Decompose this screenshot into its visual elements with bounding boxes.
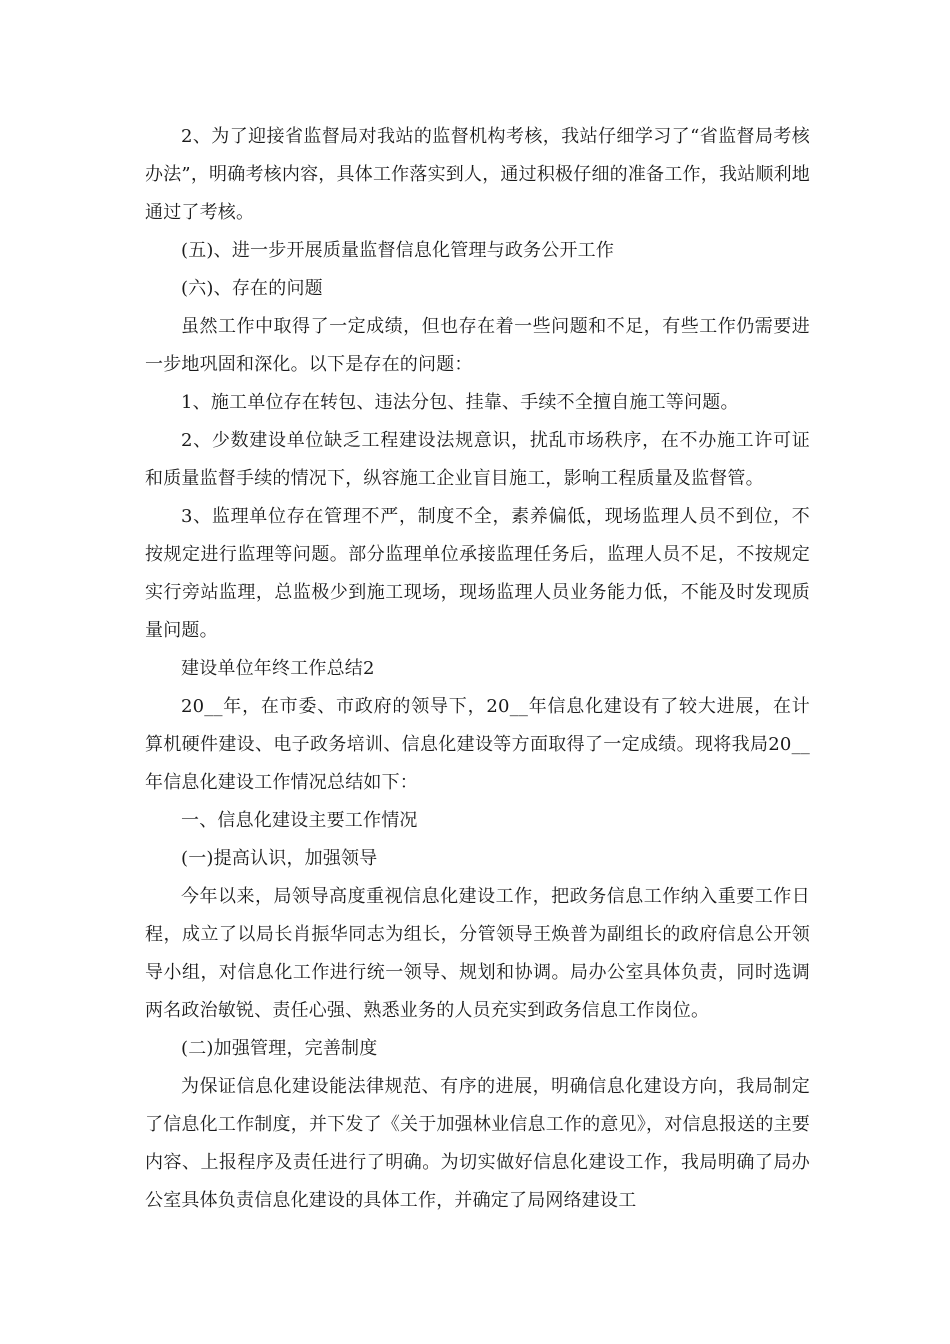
leadership-paragraph: 今年以来，局领导高度重视信息化建设工作，把政务信息工作纳入重要工作日程，成立了以局长肖振华同志为组长，分管领导王焕普为副组长的政府信息公开领导小组，对信息化工作进行统一领导、规划和协调。局办公室具体负责，同时选调两名政治敏锐、责任心强、熟悉业务的人员充实到政务信息工作岗位。: [145, 886, 810, 1021]
management-paragraph: 为保证信息化建设能法律规范、有序的进展，明确信息化建设方向，我局制定了信息化工作制度，并下发了《关于加强林业信息工作的意见》，对信息报送的主要内容、上报程序及责任进行了明确。为切实做好信息化建设工作，我局明确了局办公室具体负责信息化建设的具体工作，并确定了局网络建设工: [145, 1076, 810, 1211]
subsection-heading-2: (二)加强管理，完善制度: [181, 1038, 378, 1059]
subsection-heading-1: (一)提高认识，加强领导: [181, 848, 378, 869]
section-heading-1: 一、信息化建设主要工作情况: [181, 810, 418, 831]
problem-item-1: 1、施工单位存在转包、违法分包、挂靠、手续不全擅自施工等问题。: [181, 392, 739, 413]
problem-item-3: 3、监理单位存在管理不严，制度不全，素养偏低，现场监理人员不到位，不按规定进行监理等问题。部分监理单位承接监理任务后，监理人员不足，不按规定实行旁站监理，总监极少到施工现场，现场监理人员业务能力低，不能及时发现质量问题。: [145, 506, 810, 641]
section-heading-5: (五)、进一步开展质量监督信息化管理与政务公开工作: [181, 240, 615, 261]
section-heading-6: (六)、存在的问题: [181, 278, 323, 299]
problem-item-2: 2、少数建设单位缺乏工程建设法规意识，扰乱市场秩序，在不办施工许可证和质量监督手续的情况下，纵容施工企业盲目施工，影响工程质量及监督管。: [145, 430, 810, 489]
problems-intro-paragraph: 虽然工作中取得了一定成绩，但也存在着一些问题和不足，有些工作仍需要进一步地巩固和深化。以下是存在的问题：: [145, 316, 810, 375]
document-subtitle: 建设单位年终工作总结2: [181, 658, 375, 679]
summary-intro-paragraph: 20__年，在市委、市政府的领导下，20__年信息化建设有了较大进展，在计算机硬件建设、电子政务培训、信息化建设等方面取得了一定成绩。现将我局20__年信息化建设工作情况总结如下：: [145, 696, 810, 793]
document-body: [145, 118, 810, 1220]
paragraph-item-2-assessment: 2、为了迎接省监督局对我站的监督机构考核，我站仔细学习了“省监督局考核办法”，明确考核内容，具体工作落实到人，通过积极仔细的准备工作，我站顺利地通过了考核。: [145, 126, 810, 223]
